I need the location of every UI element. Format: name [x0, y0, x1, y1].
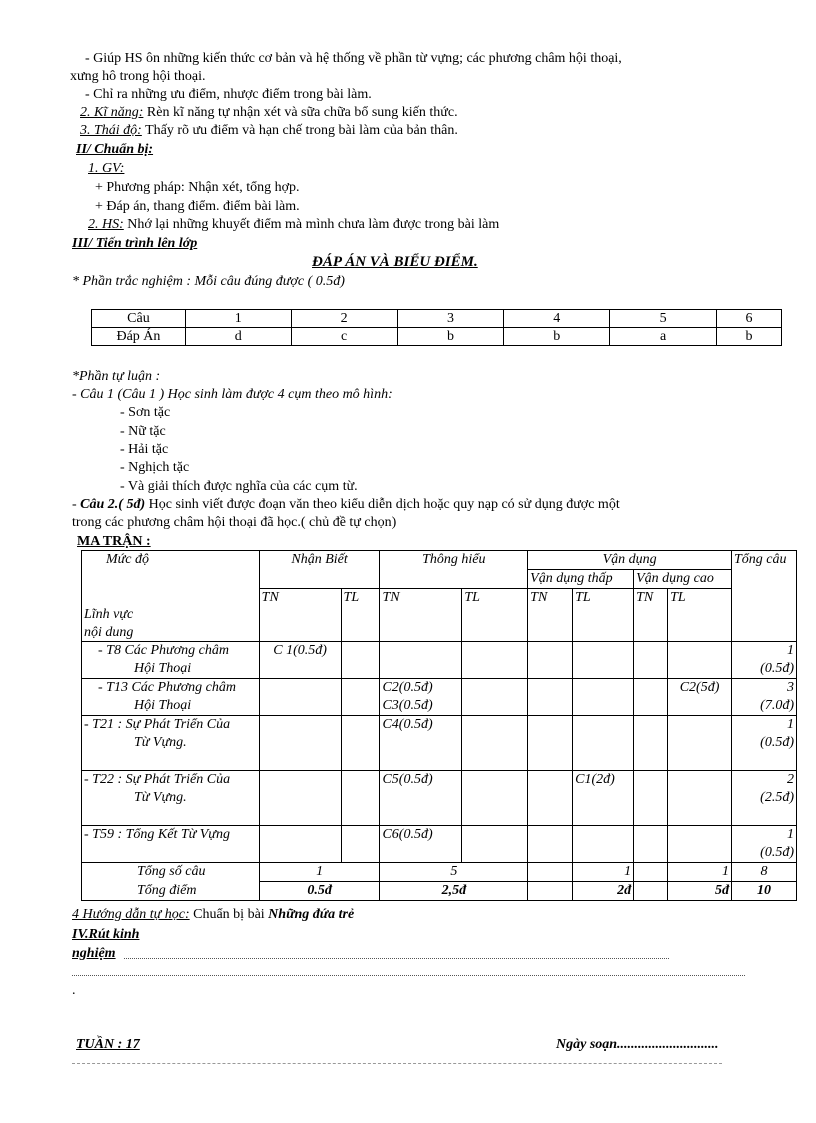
matrix-apply-low-header: Vận dụng thấp [528, 570, 634, 589]
answer-title: ĐÁP ÁN VÀ BIỂU ĐIỂM. [312, 254, 478, 270]
matrix-total-score: (0.5đ) [760, 845, 794, 860]
matrix-topic-line: - T8 Các Phương châm [98, 643, 229, 658]
matrix-sum-cell: 1 [668, 863, 732, 882]
matrix-cell-line: C3(0.5đ) [382, 698, 433, 713]
footer-divider [72, 1063, 722, 1064]
matrix-topic-cell [82, 716, 260, 771]
matrix-tl-header: TL [462, 589, 528, 642]
matrix-sum-cell: 5đ [668, 882, 732, 901]
matrix-cell [380, 679, 462, 716]
matrix-row [82, 826, 797, 863]
review-dotted-line [72, 975, 745, 976]
essay-question-2 [72, 496, 620, 514]
matrix-cell: C4(0.5đ) [380, 716, 462, 771]
intro-line-2: - Chỉ ra những ưu điểm, nhược điểm trong bài làm. [85, 87, 372, 102]
matrix-table [81, 550, 797, 901]
matrix-sum-total: 10 [732, 882, 797, 901]
week-label: TUẦN : 17 [76, 1037, 140, 1052]
essay-q2-text-cont: trong các phương châm hội thoại đã học.( chủ đề tự chọn) [72, 515, 397, 530]
matrix-topic-line: - T21 : Sự Phát Triển Của [84, 717, 231, 732]
question-number: 6 [717, 310, 782, 328]
date-label: Ngày soạn............................. [556, 1037, 719, 1052]
skills-line [80, 104, 458, 122]
matrix-total-count: 1 [787, 717, 794, 732]
matrix-tl-header: TL [573, 589, 634, 642]
prep-student-text: Nhớ lại những khuyết điểm mà mình chưa làm được trong bài làm [123, 217, 500, 232]
essay-q2-label: Câu 2.( 5đ) [80, 497, 146, 512]
essay-item: - Hải tặc [120, 442, 169, 457]
prep-teacher-item-2: + Đáp án, thang điểm. điểm bài làm. [95, 199, 300, 214]
matrix-cell: C5(0.5đ) [380, 771, 462, 826]
matrix-content-label: nội dung [84, 625, 134, 640]
matrix-total-count: 1 [787, 827, 794, 842]
matrix-cell: C 1(0.5đ) [259, 642, 341, 679]
matrix-sum-cell: 2,5đ [380, 882, 528, 901]
matrix-header-row [82, 551, 797, 570]
matrix-total-score: (7.0đ) [760, 698, 794, 713]
matrix-level-label: Mức độ [106, 552, 150, 567]
matrix-sum-count-label: Tổng số câu [82, 863, 260, 882]
intro-line-1a: - Giúp HS ôn những kiến thức cơ bản và hệ thống về phần từ vựng; các phương châm hội thoại, [85, 51, 622, 66]
matrix-heading: MA TRẬN : [77, 534, 151, 549]
essay-item: - Nghịch tặc [120, 460, 190, 475]
matrix-cell: C6(0.5đ) [380, 826, 462, 863]
question-number: 1 [185, 310, 291, 328]
review-heading: IV.Rút kinh [72, 927, 140, 942]
matrix-understand-header: Thông hiểu [380, 551, 528, 589]
matrix-corner-cell [82, 551, 260, 642]
matrix-topic-line: - T22 : Sự Phát Triển Của [84, 772, 231, 787]
matrix-total-cell [732, 642, 797, 679]
matrix-total-count: 2 [787, 772, 794, 787]
matrix-total-score: (0.5đ) [760, 661, 794, 676]
intro-line-1b: xưng hô trong hội thoại. [70, 69, 206, 84]
matrix-topic-cell [82, 771, 260, 826]
matrix-topic-line: Hội Thoại [134, 698, 192, 713]
matrix-topic-line: Từ Vựng. [134, 735, 187, 750]
prep-student-line [88, 216, 499, 234]
matrix-sum-cell: 2đ [573, 882, 634, 901]
matrix-sum-count-row [82, 863, 797, 882]
attitude-text: Thấy rõ ưu điểm và hạn chế trong bài làm của bản thân. [141, 123, 458, 138]
matrix-total-count: 3 [787, 680, 794, 695]
matrix-topic-line: Từ Vựng. [134, 790, 187, 805]
self-study-text: Chuẩn bị bài [189, 907, 269, 922]
question-number: 4 [504, 310, 610, 328]
essay-question-1: - Câu 1 (Câu 1 ) Học sinh làm được 4 cụm theo mô hình: [72, 387, 393, 402]
essay-q2-text: Học sinh viết được đoạn văn theo kiểu diễn dịch hoặc quy nạp có sử dụng được một [145, 497, 620, 512]
review-end-dot: . [72, 983, 76, 998]
answer-key-row-label: Đáp Án [92, 328, 186, 346]
multiple-choice-heading: * Phần trắc nghiệm : Mỗi câu đúng được ( 0.5đ) [72, 274, 345, 289]
process-heading: III/ Tiến trình lên lớp [72, 236, 198, 251]
matrix-row [82, 771, 797, 826]
self-study-lesson: Những đứa trẻ [268, 907, 355, 922]
attitude-line [80, 122, 458, 140]
matrix-tl-header: TL [341, 589, 380, 642]
essay-item: - Sơn tặc [120, 405, 171, 420]
skills-label: 2. Kĩ năng: [80, 105, 144, 120]
question-number: 5 [610, 310, 717, 328]
matrix-recognize-header: Nhận Biết [259, 551, 380, 589]
matrix-total-cell [732, 679, 797, 716]
answer-key-question-row [92, 310, 782, 328]
prep-teacher-label: 1. GV: [88, 161, 125, 176]
matrix-cell: C2(5đ) [668, 679, 732, 716]
answer-key-row-label: Câu [92, 310, 186, 328]
skills-text: Rèn kĩ năng tự nhận xét và sữa chữa bổ sung kiến thức. [143, 105, 458, 120]
question-number: 3 [397, 310, 504, 328]
essay-q2-prefix: - [72, 497, 81, 512]
matrix-total-cell [732, 826, 797, 863]
matrix-sum-score-row [82, 882, 797, 901]
matrix-sum-score-label: Tổng điểm [82, 882, 260, 901]
matrix-topic-cell [82, 679, 260, 716]
essay-item: - Và giải thích được nghĩa của các cụm từ. [120, 479, 358, 494]
matrix-apply-high-header: Vận dụng cao [634, 570, 732, 589]
matrix-cell-line: C2(0.5đ) [382, 680, 433, 695]
matrix-row [82, 642, 797, 679]
matrix-field-label: Lĩnh vực [84, 607, 134, 622]
matrix-sum-cell: 0.5đ [259, 882, 380, 901]
question-number: 2 [291, 310, 397, 328]
matrix-tn-header: TN [528, 589, 573, 642]
prep-heading: II/ Chuẩn bị: [76, 142, 154, 157]
matrix-tn-header: TN [380, 589, 462, 642]
matrix-topic-line: - T59 : Tổng Kết Từ Vựng [84, 827, 230, 842]
matrix-sum-cell: 5 [380, 863, 528, 882]
answer-letter: c [291, 328, 397, 346]
matrix-total-header: Tổng câu [732, 551, 797, 642]
answer-letter: b [504, 328, 610, 346]
prep-student-label: 2. HS: [88, 217, 124, 232]
matrix-sum-total: 8 [732, 863, 797, 882]
answer-letter: b [717, 328, 782, 346]
matrix-tn-header: TN [634, 589, 668, 642]
matrix-row [82, 679, 797, 716]
answer-letter: d [185, 328, 291, 346]
matrix-total-score: (0.5đ) [760, 735, 794, 750]
matrix-topic-cell [82, 642, 260, 679]
matrix-topic-cell [82, 826, 260, 863]
matrix-topic-line: Hội Thoại [134, 661, 192, 676]
matrix-tn-header: TN [259, 589, 341, 642]
essay-item: - Nữ tặc [120, 424, 166, 439]
answer-key-table [91, 309, 782, 346]
matrix-tl-header: TL [668, 589, 732, 642]
matrix-topic-line: - T13 Các Phương châm [98, 680, 236, 695]
matrix-cell: C1(2đ) [573, 771, 634, 826]
self-study-label: 4 Hướng dẫn tự học: [72, 907, 190, 922]
matrix-total-score: (2.5đ) [760, 790, 794, 805]
answer-key-answer-row [92, 328, 782, 346]
matrix-row [82, 716, 797, 771]
self-study-line [72, 906, 354, 924]
matrix-total-count: 1 [787, 643, 794, 658]
essay-heading: *Phần tự luận : [72, 369, 161, 384]
matrix-sum-cell: 1 [573, 863, 634, 882]
answer-letter: b [397, 328, 504, 346]
review-dotted-line [124, 958, 669, 959]
review-heading-2: nghiệm [72, 946, 116, 961]
matrix-total-cell [732, 771, 797, 826]
matrix-apply-header: Vận dụng [528, 551, 732, 570]
matrix-total-cell [732, 716, 797, 771]
answer-letter: a [610, 328, 717, 346]
attitude-label: 3. Thái độ: [80, 123, 142, 138]
matrix-sum-cell: 1 [259, 863, 380, 882]
prep-teacher-item-1: + Phương pháp: Nhận xét, tổng hợp. [95, 180, 300, 195]
